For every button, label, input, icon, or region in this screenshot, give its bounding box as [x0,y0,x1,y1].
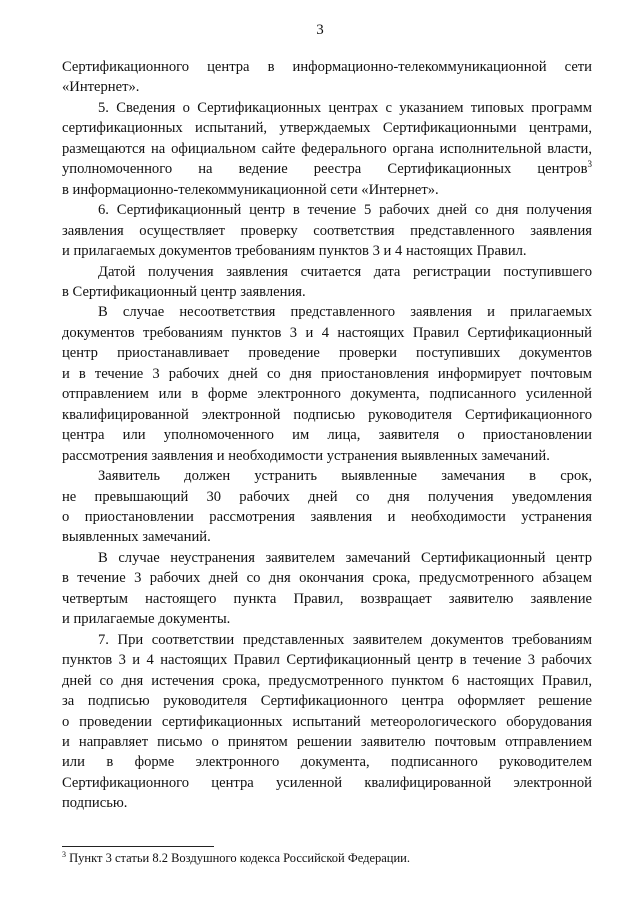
text-line: подписью. [62,795,128,812]
text-line: «Интернет». [62,79,140,96]
text-line: и прилагаемые документы. [62,611,231,628]
text-line: или в форме электронного документа, подписанного руководителем [62,754,592,771]
text-line: 6. Сертификационный центр в течение 5 рабочих дней со дня получения [98,202,592,219]
text-line: Датой получения заявления считается дата регистрации поступившего [98,263,592,280]
text-line: В случае несоответствия представленного заявления и прилагаемых [98,304,592,321]
footnote-text: Пункт 3 статьи 8.2 Воздушного кодекса Российской Федерации. [69,851,411,865]
text-line: за подписью руководителя Сертификационного центра оформляет решение [62,693,592,710]
footnote-divider [62,846,214,847]
text-line: 5. Сведения о Сертификационных центрах с указанием типовых программ [98,99,592,116]
text-line: и в течение 3 рабочих дней со дня приостановления информирует почтовым [62,365,592,382]
text-fragment: уполномоченного на ведение реестра Сертификационных центров [62,161,588,178]
text-line: 7. При соответствии представленных заявителем документов требованиям [98,631,592,648]
text-line: в Сертификационный центр заявления. [62,283,306,300]
text-line: Заявитель должен устранить выявленные замечания в срок, [98,468,592,485]
text-line: дней со дня истечения срока, предусмотренного пунктом 6 настоящих Правил, [62,672,592,689]
footnote [62,851,410,866]
footnote-reference: 3 [587,159,592,170]
text-line: отправлением или в форме электронного документа, подписанного усиленной [62,386,592,403]
paragraph-8 [62,630,592,814]
body-text [62,57,592,814]
text-line: Сертификационного центра в информационно-телекоммуникационной сети [62,59,592,75]
text-line: заявления осуществляет проверку соответствия представленного заявления [62,222,592,239]
text-line: о проведении сертификационных испытаний метеорологического оборудования [62,713,592,730]
text-line: документов требованиям пунктов 3 и 4 настоящих Правил Сертификационный [62,324,592,341]
paragraph-6 [62,466,592,548]
paragraph-1 [62,57,592,98]
text-line: размещаются на официальном сайте федерального органа исполнительной власти, [62,140,592,157]
text-line: пунктов 3 и 4 настоящих Правил Сертификационный центр в течение 3 рабочих [62,652,592,669]
paragraph-2 [62,98,592,200]
text-line: сертификационных испытаний, утверждаемых Сертификационными центрами, [62,120,592,137]
text-line: о приостановлении рассмотрения заявления и необходимости устранения [62,508,592,525]
paragraph-4 [62,262,592,303]
text-line: В случае неустранения заявителем замечаний Сертификационный центр [98,549,592,566]
paragraph-5 [62,302,592,466]
text-line: не превышающий 30 рабочих дней со дня получения уведомления [62,488,592,505]
text-line: в течение 3 рабочих дней со дня окончания срока, предусмотренного абзацем [62,570,592,587]
text-line: квалифицированной электронной подписью руководителя Сертификационного [62,406,592,423]
text-line: и прилагаемых документов требованиям пунктов 3 и 4 настоящих Правил. [62,243,527,260]
text-line: выявленных замечаний. [62,529,211,546]
text-line: центра или уполномоченного им лица, заявителя о приостановлении [62,427,592,444]
paragraph-3 [62,200,592,261]
text-line: рассмотрения заявления и необходимости устранения выявленных замечаний. [62,447,550,464]
text-line: Сертификационного центра усиленной квалифицированной электронной [62,774,592,791]
text-line-with-footnote [62,159,592,179]
text-line: в информационно-телекоммуникационной сети «Интернет». [62,181,439,198]
text-line: четвертым настоящего пункта Правил, возвращает заявителю заявление [62,590,592,607]
text-line: центр приостанавливает проведение проверки поступивших документов [62,345,592,362]
paragraph-7 [62,548,592,630]
page-number: 3 [316,22,324,38]
text-line: и направляет письмо о принятом решении заявителю почтовым отправлением [62,733,592,750]
footnote-marker: 3 [62,850,66,859]
